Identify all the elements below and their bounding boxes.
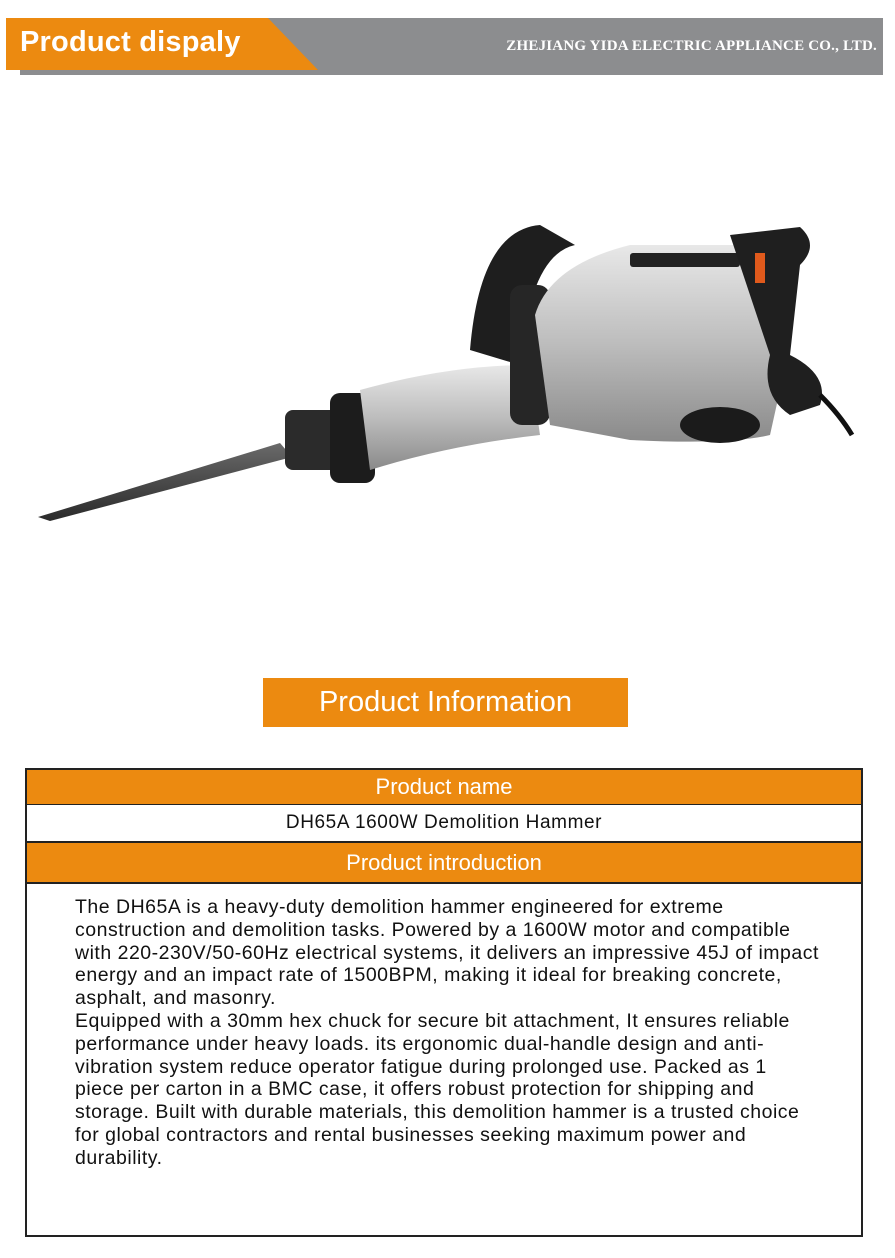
company-name: ZHEJIANG YIDA ELECTRIC APPLIANCE CO., LTD. [506, 38, 877, 54]
product-intro-header: Product introduction [27, 843, 861, 884]
header-title: Product dispaly [20, 26, 241, 58]
intro-paragraph-1: The DH65A is a heavy-duty demolition hammer engineered for extreme construction and demolition tasks. Powered by a 1600W motor and compatible with 220-230V/50-60Hz electrical systems, it delivers an impressive 45J of impact energy and an impact rate of 1500BPM, making it ideal for breaking concrete, asphalt, and masonry. [75, 896, 819, 1010]
product-name-header: Product name [27, 770, 861, 805]
info-table [25, 768, 863, 1237]
product-intro-text [27, 884, 861, 1170]
intro-paragraph-2: Equipped with a 30mm hex chuck for secure bit attachment, It ensures reliable performance under heavy loads. its ergonomic dual-handle design and anti-vibration system reduce operator fatigue during prolonged use. Packed as 1 piece per carton in a BMC case, it offers robust protection for shipping and storage. Built with durable materials, this demolition hammer is a trusted choice for global contractors and rental businesses seeking maximum power and durability. [75, 1009, 800, 1169]
product-name-value: DH65A 1600W Demolition Hammer [27, 805, 861, 843]
product-image [30, 205, 860, 535]
section-title: Product Information [263, 678, 628, 727]
